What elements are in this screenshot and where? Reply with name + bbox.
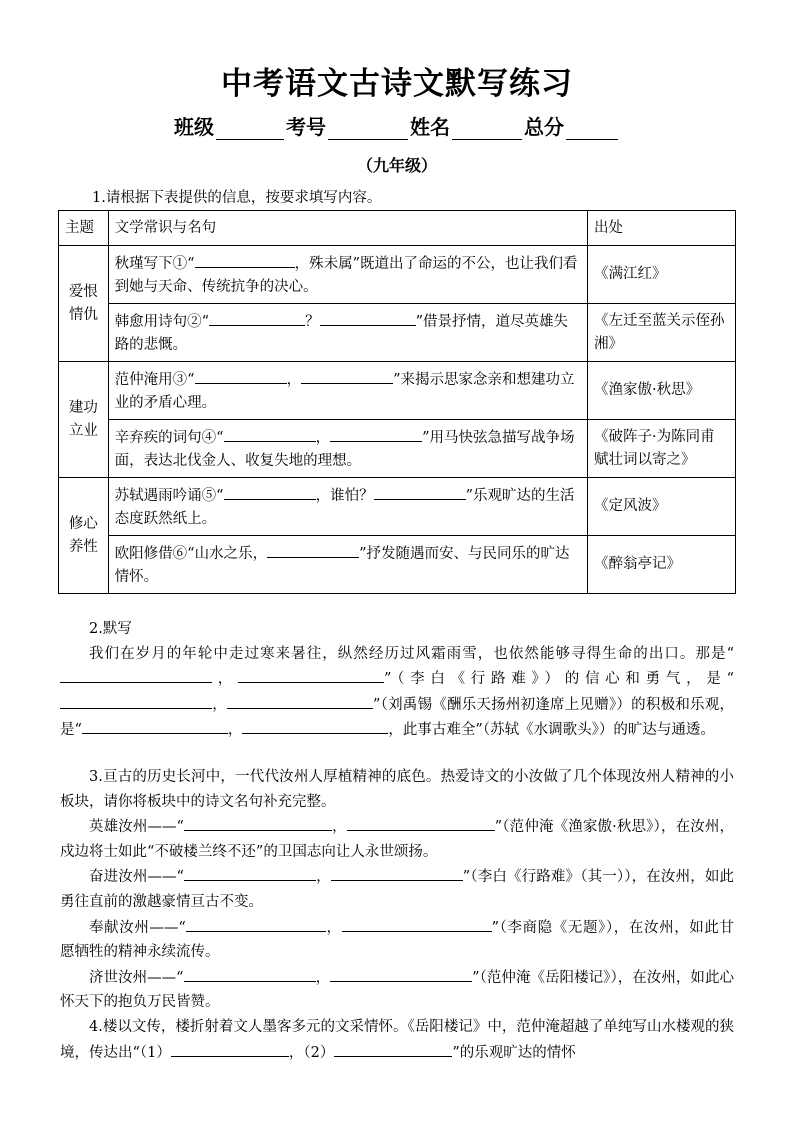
student-info-line xyxy=(0,111,794,140)
class-blank[interactable] xyxy=(216,119,284,140)
score-blank[interactable] xyxy=(566,119,618,140)
question-2-title: 2.默写 xyxy=(89,621,132,637)
answer-blank[interactable] xyxy=(82,717,228,734)
table-row xyxy=(59,420,736,478)
content-cell: 苏轼遇雨吟诵⑤“ ，谁怕？ ”乐观旷达的生活态度跃然纸上。 xyxy=(108,478,587,536)
answer-blank-5b[interactable] xyxy=(374,483,466,500)
answer-blank-1[interactable] xyxy=(195,251,295,268)
content-cell: 辛弃疾的词句④“ ， ”用马快弦急描写战争场面，表达北伐金人、收复失地的理想。 xyxy=(108,420,587,478)
question-2 xyxy=(60,617,734,743)
answer-blank[interactable] xyxy=(184,814,332,831)
answer-blank-5a[interactable] xyxy=(224,483,316,500)
list-item: 奉献汝州——“ ， ”（李商隐《无题》），在汝州，如此甘愿牺牲的精神永续流传。 xyxy=(60,915,734,965)
theme-cell: 建功立业 xyxy=(59,362,109,478)
header-content: 文学常识与名句 xyxy=(108,211,587,246)
answer-blank[interactable] xyxy=(184,864,316,881)
name-blank[interactable] xyxy=(452,119,522,140)
list-item: 奋进汝州——“ ， ”（李白《行路难》（其一）），在汝州，如此勇往直前的激越豪情亘古不变。 xyxy=(60,864,734,914)
table-row xyxy=(59,362,736,420)
table-row xyxy=(59,246,736,304)
answer-blank[interactable] xyxy=(347,814,495,831)
theme-cell: 修心养性 xyxy=(59,478,109,594)
question-3-intro: 3.亘古的历史长河中，一代代汝州人厚植精神的底色。热爱诗文的小汝做了几个体现汝州人精神的小板块，请你将板块中的诗文名句补充完整。 xyxy=(60,769,734,810)
page-title: 中考语文古诗文默写练习 xyxy=(221,66,573,102)
question-2-text: 我们在岁月的年轮中走过寒来暑往，纵然经历过风霜雨雪，也依然能够寻得生命的出口。那是“， ”（李白《行路难》）的信心和勇气，是“， ”（刘禹锡《酬乐天扬州初逢席上见赠》）的积极和乐观，是“ ， ，此事古难全”（苏轼《水调歌头》）的旷达与通透。 xyxy=(60,645,734,739)
score-label: 总分 xyxy=(524,115,564,139)
answer-blank[interactable] xyxy=(342,915,492,932)
source-cell: 《醉翁亭记》 xyxy=(588,536,736,594)
question-4: 4.楼以文传，楼折射着文人墨客多元的文采情怀。《岳阳楼记》中，范仲淹超越了单纯写山水楼观的狭境，传达出“（1） ，（2） ”的乐观旷达的情怀 xyxy=(60,1018,734,1061)
answer-blank[interactable] xyxy=(60,692,212,709)
content-cell: 欧阳修借⑥“山水之乐， ”抒发随遇而安、与民同乐的旷达情怀。 xyxy=(108,536,587,594)
answer-blank-6[interactable] xyxy=(267,541,359,558)
table-row xyxy=(59,304,736,362)
list-item: 英雄汝州——“ ， ”（范仲淹《渔家傲·秋思》），在汝州，戍边将士如此“不破楼兰终不还”的卫国志向让人永世颂扬。 xyxy=(60,814,734,864)
name-label: 姓名 xyxy=(410,115,450,139)
answer-blank[interactable] xyxy=(334,1040,452,1057)
class-label: 班级 xyxy=(174,115,214,139)
source-cell: 《破阵子·为陈同甫赋壮词以寄之》 xyxy=(588,420,736,478)
answer-blank[interactable] xyxy=(184,965,316,982)
exam-no-blank[interactable] xyxy=(328,119,408,140)
content-cell: 秋瑾写下①“ ，殊未属”既道出了命运的不公，也让我们看到她与天命、传统抗争的决心。 xyxy=(108,246,587,304)
answer-blank[interactable] xyxy=(171,1040,289,1057)
answer-blank[interactable] xyxy=(331,864,463,881)
answer-blank-4a[interactable] xyxy=(224,425,316,442)
header-source: 出处 xyxy=(588,211,736,246)
theme-cell: 爱恨情仇 xyxy=(59,246,109,362)
table-row xyxy=(59,478,736,536)
answer-blank-3b[interactable] xyxy=(301,367,393,384)
source-cell: 《左迁至蓝关示侄孙湘》 xyxy=(588,304,736,362)
info-table xyxy=(58,210,736,594)
source-cell: 《满江红》 xyxy=(588,246,736,304)
source-cell: 《定风波》 xyxy=(588,478,736,536)
answer-blank[interactable] xyxy=(227,692,373,709)
answer-blank-4b[interactable] xyxy=(330,425,422,442)
answer-blank[interactable] xyxy=(186,915,326,932)
answer-blank[interactable] xyxy=(330,965,472,982)
exam-no-label: 考号 xyxy=(286,115,326,139)
source-cell: 《渔家傲·秋思》 xyxy=(588,362,736,420)
answer-blank-2a[interactable] xyxy=(209,309,305,326)
answer-blank-3a[interactable] xyxy=(195,367,287,384)
answer-blank-2b[interactable] xyxy=(320,309,416,326)
list-item: 济世汝州——“ ， ”（范仲淹《岳阳楼记》），在汝州，如此心怀天下的抱负万民皆赞。 xyxy=(60,965,734,1015)
table-header-row xyxy=(59,211,736,246)
answer-blank[interactable] xyxy=(238,666,384,683)
table-row xyxy=(59,536,736,594)
question-1-prompt: 1.请根据下表提供的信息，按要求填写内容。 xyxy=(92,190,382,206)
answer-blank[interactable] xyxy=(242,717,388,734)
question-3 xyxy=(60,765,734,1065)
grade-label: （九年级） xyxy=(356,156,437,175)
header-theme: 主题 xyxy=(59,211,109,246)
content-cell: 范仲淹用③“ ， ”来揭示思家念亲和想建功立业的矛盾心理。 xyxy=(108,362,587,420)
answer-blank[interactable] xyxy=(60,666,212,683)
content-cell: 韩愈用诗句②“ ？ ”借景抒情，道尽英雄失路的悲慨。 xyxy=(108,304,587,362)
